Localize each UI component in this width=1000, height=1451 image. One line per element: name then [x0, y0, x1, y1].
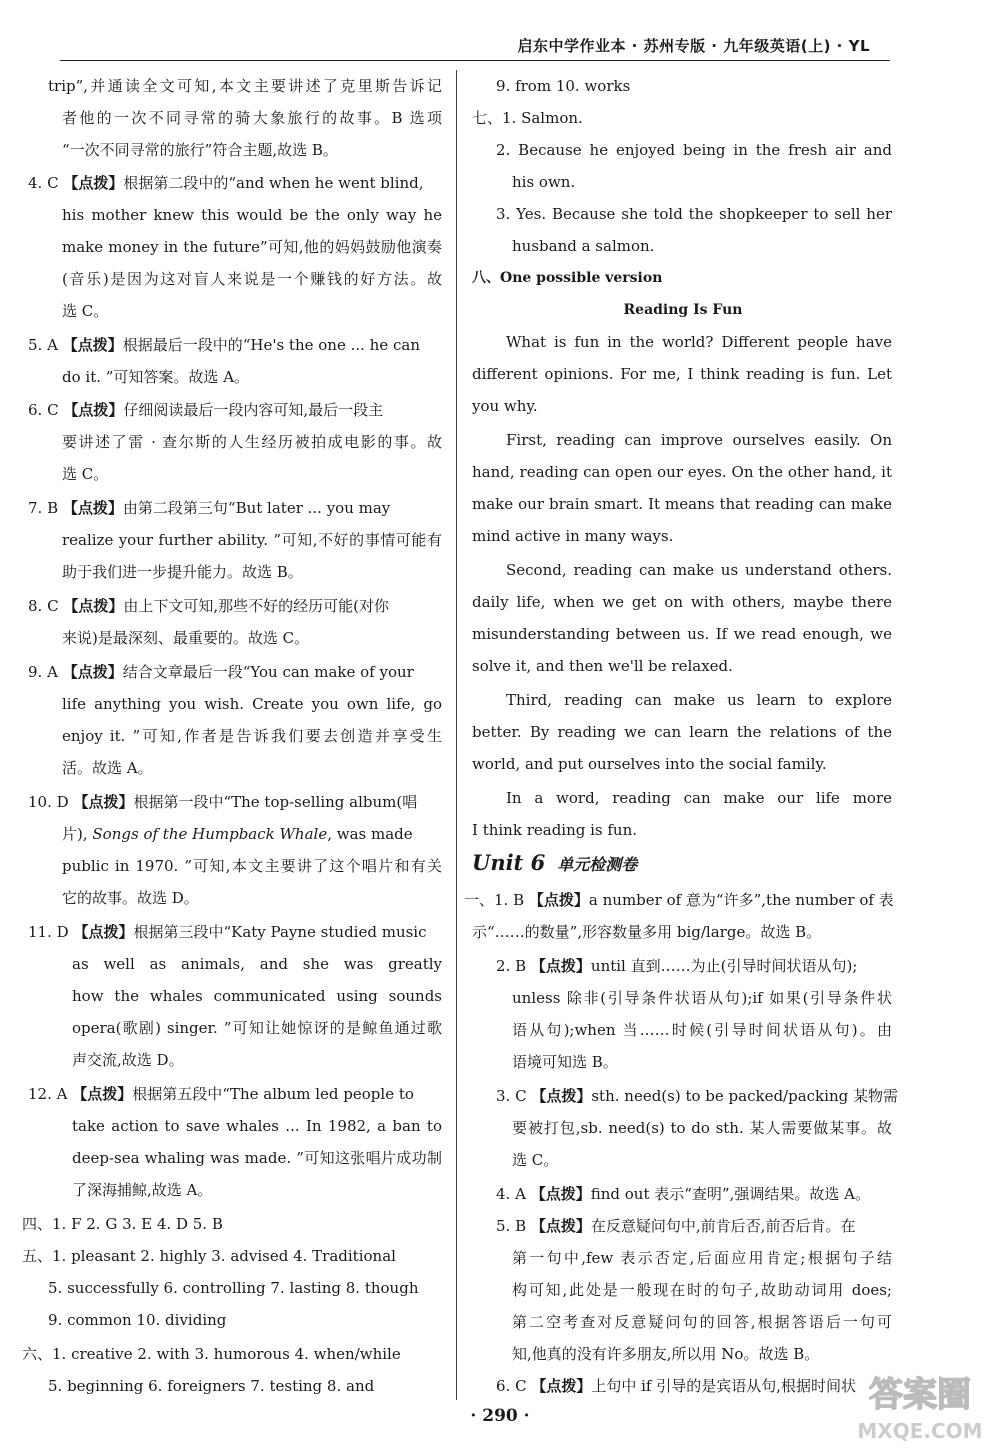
section-6-line-2: 5. beginning 6. foreigners 7. testing 8. and [48, 1377, 375, 1395]
u2-line-3: 语从句);when 当……时候(引导时间状语从句)。由 [512, 1021, 892, 1039]
q5-line-2: do it. ”可知答案。故选 A。 [62, 368, 250, 386]
watermark-logo [850, 1362, 990, 1446]
album-title: Songs of the Humpback Whale [92, 825, 328, 843]
section-7-line-5: husband a salmon. [512, 237, 655, 255]
tip-label: 【点拨】 [531, 1087, 592, 1105]
u2-line-4: 语境可知选 B。 [512, 1053, 618, 1071]
q10-line-4: 它的故事。故选 D。 [62, 889, 199, 907]
q8-line-2: 来说)是最深刻、最重要的。故选 C。 [62, 629, 310, 647]
essay-line-4: First, reading can improve ourselves easily. On [506, 431, 892, 449]
q7-number: 7. B [28, 499, 59, 517]
u3-line-2: 要被打包,sb. need(s) to do sth. 某人需要做某事。故 [512, 1119, 892, 1137]
section-8-label: 八、One possible version [472, 270, 663, 286]
section-7-line-3: his own. [512, 173, 576, 191]
u6-text-1: 上句中 if 引导的是宾语从句,根据时间状 [591, 1377, 857, 1395]
q10-text-2b: , was made [327, 825, 413, 843]
essay-line-8: Second, reading can make us understand others. [506, 561, 892, 579]
tip-label: 【点拨】 [63, 174, 124, 192]
essay-line-14: world, and put ourselves into the social family. [472, 755, 827, 773]
q12-number: 12. A [28, 1085, 68, 1103]
u2-text-1: until 直到……为止(引导时间状语从句); [590, 957, 858, 975]
q4-line-3: make money in the future”可知,他的妈妈鼓励他演奏 [62, 238, 442, 256]
u5-line-2: 第一句中,few 表示否定,后面应用肯定;根据句子结 [512, 1249, 892, 1267]
tip-label: 【点拨】 [63, 597, 124, 615]
q9-line-1 [28, 662, 414, 682]
q7-text-1: 由第二段第三句“But later ... you may [122, 499, 391, 517]
u6-number: 6. C [496, 1377, 527, 1395]
u1-line-2: 示“……的数量”,形容数量多用 big/large。故选 B。 [472, 923, 822, 941]
section-7-line-4: 3. Yes. Because she told the shopkeeper to sell her [496, 205, 892, 223]
u3-line-1 [496, 1086, 898, 1106]
tip-label: 【点拨】 [530, 1185, 591, 1203]
section-5-line-1: 五、1. pleasant 2. highly 3. advised 4. Traditional [22, 1247, 396, 1265]
q11-line-4: opera(歌剧) singer. ”可知让她惊讶的是鲸鱼通过歌 [72, 1019, 442, 1037]
q10-line-2 [62, 824, 413, 844]
u2-line-1 [496, 956, 857, 976]
u5-line-3: 构可知,此处是一般现在时的句子,故助动词用 does; [512, 1281, 892, 1299]
u4-text-1: find out 表示“查明”,强调结果。故选 A。 [590, 1185, 870, 1203]
q8-line-1 [28, 596, 389, 616]
section-5-line-3: 9. common 10. dividing [48, 1311, 227, 1329]
u2-line-2: unless 除非(引导条件状语从句);if 如果(引导条件状 [512, 989, 892, 1007]
section-5-line-2: 5. successfully 6. controlling 7. lasting 8. though [48, 1279, 419, 1297]
u4-line-1 [496, 1184, 870, 1204]
unit-heading [472, 850, 637, 876]
tip-label: 【点拨】 [530, 1217, 591, 1235]
q11-number: 11. D [28, 923, 69, 941]
q7-line-3: 助于我们进一步提升能力。故选 B。 [62, 563, 303, 581]
q10-line-3: public in 1970. ”可知,本文主要讲了这个唱片和有关 [62, 857, 442, 875]
essay-line-12: Third, reading can make us learn to explore [506, 691, 892, 709]
page-header [60, 30, 890, 61]
q7-line-2: realize your further ability. ”可知,不好的事情可能有 [62, 531, 442, 549]
essay-line-15: In a word, reading can make our life more [506, 789, 892, 807]
q5-text-1: 根据最后一段中的“He's the one ... he can [122, 336, 420, 354]
watermark-graphic [850, 1362, 990, 1446]
q4-line-1 [28, 173, 442, 193]
u4-number: 4. A [496, 1185, 526, 1203]
unit-title: Unit 6 [472, 850, 546, 875]
page-number: · 290 · [470, 1406, 530, 1426]
q11-line-3: how the whales communicated using sounds [72, 987, 442, 1005]
tip-label: 【点拨】 [72, 1085, 133, 1103]
q9-line-4: 活。故选 A。 [62, 759, 153, 777]
column-divider [456, 70, 457, 1400]
tip-label: 【点拨】 [62, 663, 123, 681]
essay-line-6: make our brain smart. It means that reading can make [472, 495, 892, 513]
tip-label: 【点拨】 [73, 923, 134, 941]
q9-line-3: enjoy it. ”可知,作者是告诉我们要去创造并享受生 [62, 727, 442, 745]
section-7-line-1: 七、1. Salmon. [472, 109, 583, 127]
essay-line-13: better. By reading we can learn the relations of the [472, 723, 892, 741]
q10-number: 10. D [28, 793, 69, 811]
unit-subtitle: 单元检测卷 [557, 855, 638, 874]
header-title: 启东中学作业本 · 苏州专版 · 九年级英语(上) · YL [517, 37, 870, 55]
u2-number: 2. B [496, 957, 527, 975]
tip-label: 【点拨】 [531, 1377, 592, 1395]
u1-text-1: a number of 意为“许多”,the number of 表 [588, 891, 894, 909]
q6-line-1 [28, 400, 383, 420]
essay-line-7: mind active in many ways. [472, 527, 674, 545]
essay-line-10: misunderstanding between us. If we read enough, we [472, 625, 892, 643]
q12-line-3: deep-sea whaling was made. ”可知这张唱片成功制 [72, 1149, 442, 1167]
essay-line-5: hand, reading can open our eyes. On the other hand, it [472, 463, 892, 481]
q6-line-2: 要讲述了雷 · 查尔斯的人生经历被拍成电影的事。故 [62, 433, 442, 451]
tip-label: 【点拨】 [62, 336, 123, 354]
watermark-text: 答案圈 [869, 1375, 971, 1415]
u5-line-1 [496, 1216, 855, 1236]
q4-line-2: his mother knew this would be the only way he [62, 206, 442, 224]
q8-number: 8. C [28, 597, 59, 615]
essay-line-11: solve it, and then we'll be relaxed. [472, 657, 733, 675]
q11-line-2: as well as animals, and she was greatly [72, 955, 442, 973]
section-6-line-1: 六、1. creative 2. with 3. humorous 4. when/while [22, 1345, 401, 1363]
q4-line-5: 选 C。 [62, 302, 109, 320]
q9-line-2: life anything you wish. Create you own life, go [62, 695, 442, 713]
tip-label: 【点拨】 [528, 891, 589, 909]
essay-title: Reading Is Fun [623, 302, 743, 318]
watermark-url: MXQE.COM [857, 1419, 983, 1443]
u3-text-1: sth. need(s) to be packed/packing 某物需 [591, 1087, 898, 1105]
q5-line-1 [28, 335, 420, 355]
q6-text-1: 仔细阅读最后一段内容可知,最后一段主 [123, 401, 384, 419]
q12-line-2: take action to save whales ... In 1982, a ban to [72, 1117, 442, 1135]
u1-line-1 [464, 890, 894, 910]
q6-number: 6. C [28, 401, 59, 419]
q3-line-1: trip”,并通读全文可知,本文主要讲述了克里斯告诉记 [48, 77, 442, 95]
q10-line-1 [28, 792, 417, 812]
q12-text-1: 根据第五段中“The album led people to [132, 1085, 414, 1103]
essay-line-1: What is fun in the world? Different people have [506, 333, 892, 351]
u5-number: 5. B [496, 1217, 527, 1235]
q11-text-1: 根据第三段中“Katy Payne studied music [133, 923, 427, 941]
q9-text-1: 结合文章最后一段“You can make of your [122, 663, 414, 681]
u5-text-1: 在反意疑问句中,前肯后否,前否后肯。在 [590, 1217, 856, 1235]
essay-line-9: daily life, when we get on with others, maybe there [472, 593, 892, 611]
q9-number: 9. A [28, 663, 58, 681]
tip-label: 【点拨】 [73, 793, 134, 811]
q5-number: 5. A [28, 336, 58, 354]
essay-line-3: you why. [472, 397, 538, 415]
u5-line-5: 知,他真的没有许多朋友,所以用 No。故选 B。 [512, 1345, 820, 1363]
section-6-line-3: 9. from 10. works [496, 77, 631, 95]
q4-line-4: (音乐)是因为这对盲人来说是一个赚钱的好方法。故 [62, 270, 442, 288]
tip-label: 【点拨】 [62, 499, 123, 517]
q12-line-4: 了深海捕鲸,故选 A。 [72, 1181, 213, 1199]
q12-line-1 [28, 1084, 414, 1104]
tip-label: 【点拨】 [63, 401, 124, 419]
essay-line-16: I think reading is fun. [472, 821, 638, 839]
q10-text-2a: 片), [62, 825, 88, 843]
q11-line-1 [28, 922, 427, 942]
q4-text-1: 根据第二段中的“and when he went blind, [123, 174, 424, 192]
q3-line-3: “一次不同寻常的旅行”符合主题,故选 B。 [62, 141, 338, 159]
u3-line-3: 选 C。 [512, 1151, 559, 1169]
q11-line-5: 声交流,故选 D。 [72, 1051, 184, 1069]
tip-label: 【点拨】 [530, 957, 591, 975]
section-7-line-2: 2. Because he enjoyed being in the fresh air and [496, 141, 892, 159]
q6-line-3: 选 C。 [62, 465, 109, 483]
q8-text-1: 由上下文可知,那些不好的经历可能(对你 [123, 597, 389, 615]
essay-line-2: different opinions. For me, I think reading is fun. Let [472, 365, 892, 383]
u1-number: 一、1. B [464, 891, 525, 909]
q3-line-2: 者他的一次不同寻常的骑大象旅行的故事。B 选项 [62, 109, 442, 127]
q7-line-1 [28, 498, 390, 518]
q4-number: 4. C [28, 174, 59, 192]
section-4-answers: 四、1. F 2. G 3. E 4. D 5. B [22, 1215, 223, 1233]
u6-line-1 [496, 1376, 856, 1396]
u3-number: 3. C [496, 1087, 527, 1105]
u5-line-4: 第二空考查对反意疑问句的回答,根据答语后一句可 [512, 1313, 892, 1331]
q10-text-1: 根据第一段中“The top-selling album(唱 [133, 793, 418, 811]
